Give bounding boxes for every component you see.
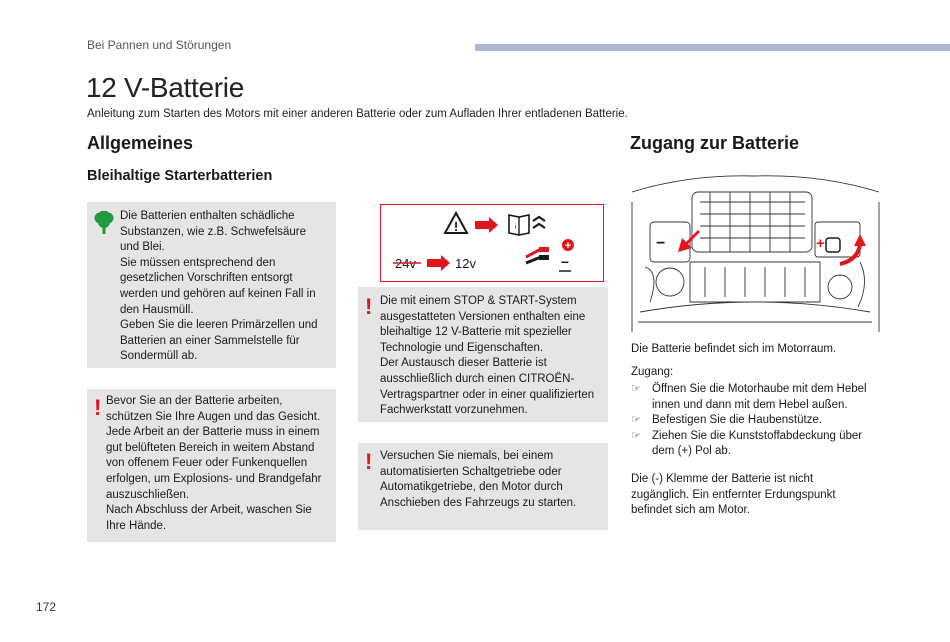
ground-point-note: Die (-) Klemme der Batterie ist nicht zugänglich. Ein entfernter Erdungspunkt befindet sich am Motor. (631, 473, 836, 517)
step-text: Öffnen Sie die Motorhaube mit dem Hebel innen und dann mit dem Hebel außen. (652, 383, 867, 411)
list-item (631, 429, 891, 460)
exclamation-icon: ! (94, 395, 102, 420)
pointing-hand-icon: ☞ (631, 383, 641, 395)
access-steps-list (631, 382, 891, 460)
eco-info-box (87, 202, 336, 368)
arrow-icon (427, 255, 450, 271)
exclamation-icon: ! (365, 294, 373, 319)
stop-start-warning-text: Die mit einem STOP & START-System ausgestatteten Versionen enthalten eine bleihaltige 12 V-Batterie mit spezieller Technologie und Eigenschaften. Der Austausch dieser Batterie ist ausschließlich durch einen CITROËN- Vertragspartner oder in einer qualifizierten Fachwerkstatt vorzunehmen. (380, 295, 595, 417)
safety-warning-text: Bevor Sie an der Batterie arbeiten, schützen Sie Ihre Augen und das Gesicht. Jede Arbeit an der Batterie muss in einem gut belüfteten Bereich in weitem Abstand von offenem Feuer oder Funkenquellen erfolgen, um Explosions- und Brandgefahr auszuschließen. Nach Abschluss der Arbeit, waschen Sie Ihre Hände. (106, 395, 322, 532)
heading-allgemeines: Allgemeines (87, 133, 194, 153)
diagram-graphic (381, 205, 603, 281)
heading-zugang-batterie: Zugang zur Batterie (630, 133, 800, 153)
exclamation-icon: ! (365, 449, 373, 474)
minus-terminal-icon: − (560, 254, 570, 270)
step-text: Befestigen Sie die Haubenstütze. (652, 414, 823, 427)
citroen-logo-icon (533, 217, 545, 221)
list-item (631, 382, 891, 413)
svg-text:!: ! (453, 219, 459, 234)
pointing-hand-icon: ☞ (631, 414, 641, 427)
section-label: Bei Pannen und Störungen (87, 38, 232, 52)
tree-icon (93, 211, 115, 235)
engine-bay-illustration (630, 172, 881, 338)
voltage-to-label: 12v (455, 256, 476, 271)
safety-warning-box (87, 389, 336, 542)
svg-text:i: i (515, 224, 517, 231)
image-caption: Die Batterie befindet sich im Motorraum. (631, 343, 837, 355)
minus-pole-label: − (656, 235, 666, 252)
page-number: 172 (36, 600, 57, 614)
jumper-cable-icon (526, 247, 549, 263)
header-bar (475, 44, 950, 51)
access-label: Zugang: (631, 366, 674, 378)
list-item (631, 413, 891, 429)
voltage-from-label: 24v (395, 256, 416, 271)
pointing-hand-icon: ☞ (631, 429, 641, 442)
battery-voltage-diagram (380, 204, 604, 282)
arrow-icon (678, 230, 700, 252)
stop-start-warning-box (358, 287, 608, 422)
page-subtitle: Anleitung zum Starten des Motors mit einer anderen Batterie oder zum Aufladen Ihrer entladenen Batterie. (87, 108, 628, 120)
engine-bay-drawing (630, 172, 881, 338)
page-title: 12 V-Batterie (86, 72, 244, 103)
step-text: Ziehen Sie die Kunststoffabdeckung über dem (+) Pol ab. (652, 429, 863, 458)
automatic-gearbox-warning-text: Versuchen Sie niemals, bei einem automatisierten Schaltgetriebe oder Automatikgetriebe, den Motor durch Anschieben des Fahrzeugs zu starten. (380, 450, 577, 509)
eco-info-text: Die Batterien enthalten schädliche Substanzen, wie z.B. Schwefelsäure und Blei. Sie müssen entsprechend den gesetzlichen Vorschriften entsorgt werden und gehören auf keinen Fall in den Hausmüll. Geben Sie die leeren Primärzellen und Batterien an einer Sammelstelle für Sondermüll ab. (120, 210, 318, 363)
terminal-cover-icon (826, 238, 840, 252)
svg-text:+: + (564, 240, 572, 252)
automatic-gearbox-warning-box (358, 443, 608, 530)
plus-pole-label: + (816, 235, 825, 252)
arrow-icon (475, 217, 498, 233)
subheading-starterbatterien: Bleihaltige Starterbatterien (87, 168, 273, 184)
curved-arrow-icon (840, 244, 860, 264)
